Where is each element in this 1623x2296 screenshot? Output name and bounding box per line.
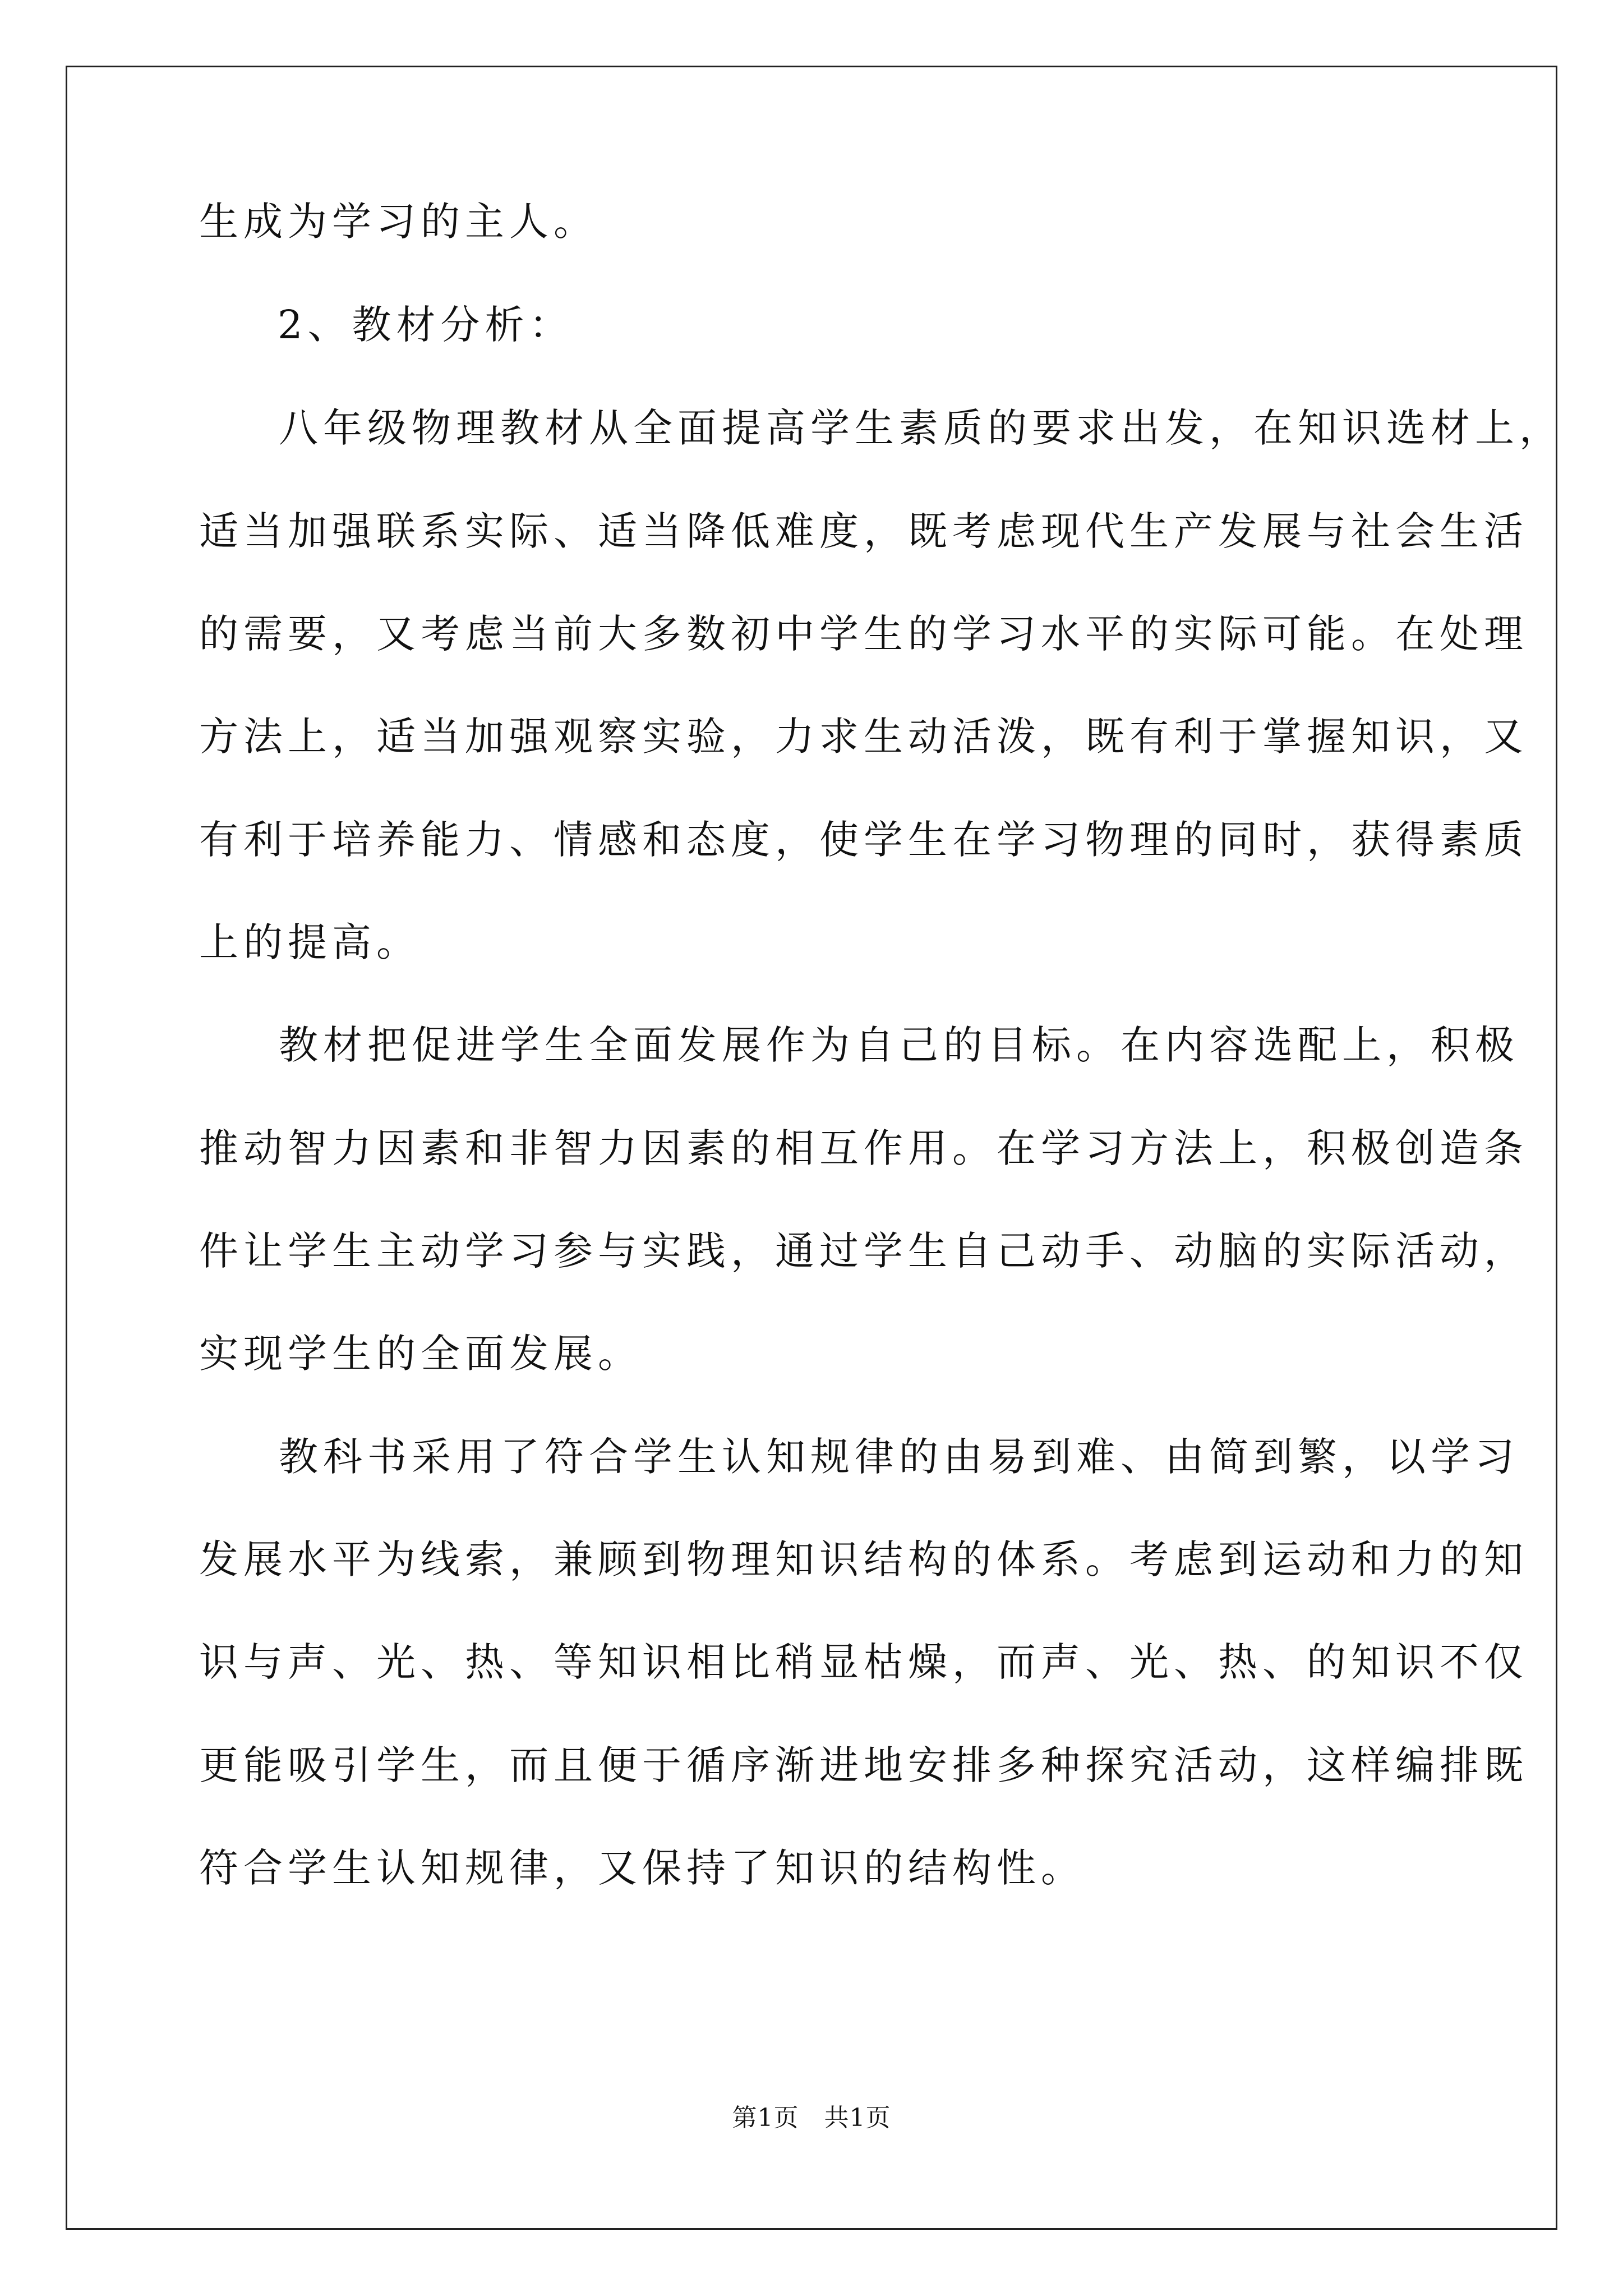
text-line: 八年级物理教材从全面提高学生素质的要求出发，在知识选材上， [279, 405, 1564, 451]
text-line: 更能吸引学生，而且便于循序渐进地安排多种探究活动，这样编排既 [199, 1742, 1528, 1788]
text-line: 符合学生认知规律，又保持了知识的结构性。 [199, 1845, 1085, 1891]
text-line: 发展水平为线索，兼顾到物理知识结构的体系。考虑到运动和力的知 [199, 1536, 1528, 1582]
text-line: 上的提高。 [199, 919, 421, 965]
text-line: 生成为学习的主人。 [199, 199, 598, 245]
text-line: 件让学生主动学习参与实践，通过学生自己动手、动脑的实际活动， [199, 1228, 1528, 1274]
text-line: 适当加强联系实际、适当降低难度，既考虑现代生产发展与社会生活 [199, 508, 1528, 554]
text-line: 方法上，适当加强观察实验，力求生动活泼，既有利于掌握知识，又 [199, 714, 1528, 760]
text-line: 有利于培养能力、情感和态度，使学生在学习物理的同时，获得素质 [199, 817, 1528, 863]
text-line: 的需要，又考虑当前大多数初中学生的学习水平的实际可能。在处理 [199, 611, 1528, 657]
text-line: 识与声、光、热、等知识相比稍显枯燥，而声、光、热、的知识不仅 [199, 1639, 1528, 1685]
text-line: 教材把促进学生全面发展作为自己的目标。在内容选配上，积极 [279, 1022, 1519, 1068]
text-line: 推动智力因素和非智力因素的相互作用。在学习方法上，积极创造条 [199, 1125, 1528, 1171]
page-number-footer: 第1页 共1页 [732, 2104, 891, 2132]
text-line: 实现学生的全面发展。 [199, 1331, 642, 1377]
text-line: 教科书采用了符合学生认知规律的由易到难、由简到繁，以学习 [279, 1434, 1519, 1480]
text-line: 2、教材分析： [278, 302, 574, 348]
